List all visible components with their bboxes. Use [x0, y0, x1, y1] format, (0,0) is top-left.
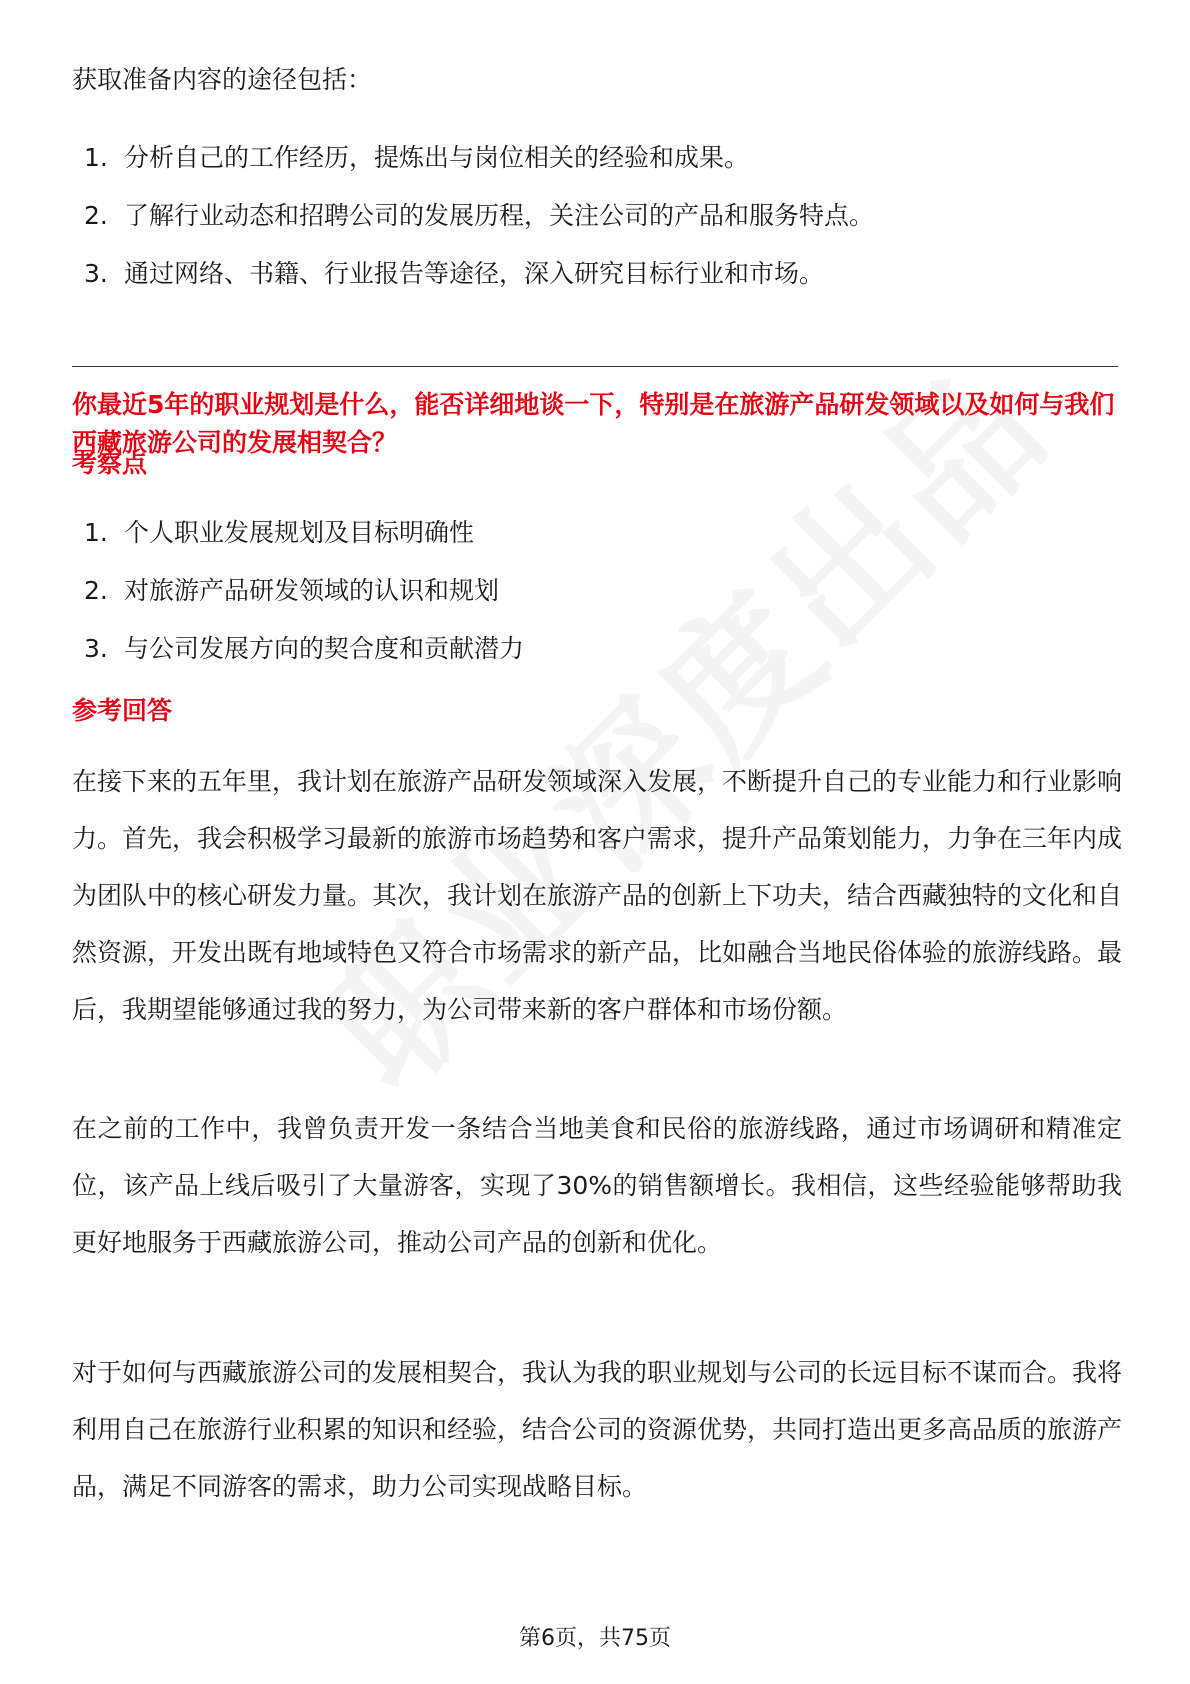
answer-heading: 参考回答	[72, 696, 173, 725]
list-number: 3.	[84, 634, 108, 663]
assessment-heading: 考察点	[72, 449, 148, 478]
list-number: 2.	[84, 576, 108, 605]
list-item	[84, 198, 874, 256]
answer-paragraph: 在之前的工作中，我曾负责开发一条结合当地美食和民俗的旅游线路，通过市场调研和精准定位，该产品上线后吸引了大量游客，实现了30%的销售额增长。我相信，这些经验能够帮助我更好地服务于西藏旅游公司，推动公司产品的创新和优化。	[72, 1114, 1122, 1257]
list-item	[84, 140, 874, 198]
intro-text: 获取准备内容的途径包括：	[72, 65, 373, 94]
assessment-list	[84, 515, 524, 689]
answer-paragraph: 在接下来的五年里，我计划在旅游产品研发领域深入发展，不断提升自己的专业能力和行业影响力。首先，我会积极学习最新的旅游市场趋势和客户需求，提升产品策划能力，力争在三年内成为团队中的核心研发力量。其次，我计划在旅游产品的创新上下功夫，结合西藏独特的文化和自然资源，开发出既有地域特色又符合市场需求的新产品，比如融合当地民俗体验的旅游线路。最后，我期望能够通过我的努力，为公司带来新的客户群体和市场份额。	[72, 767, 1123, 1024]
section-divider	[72, 366, 1118, 367]
list-text: 了解行业动态和招聘公司的发展历程，关注公司的产品和服务特点。	[124, 201, 875, 230]
list-item	[84, 631, 524, 689]
list-number: 1.	[84, 143, 108, 172]
list-text: 分析自己的工作经历，提炼出与岗位相关的经验和成果。	[124, 143, 750, 172]
list-text: 对旅游产品研发领域的认识和规划	[124, 576, 500, 605]
prep-list	[84, 140, 874, 314]
list-text: 个人职业发展规划及目标明确性	[124, 518, 475, 547]
list-number: 1.	[84, 518, 108, 547]
list-item	[84, 573, 524, 631]
list-item	[84, 256, 874, 314]
list-number: 2.	[84, 201, 108, 230]
list-text: 通过网络、书籍、行业报告等途径，深入研究目标行业和市场。	[124, 259, 825, 288]
answer-paragraph: 对于如何与西藏旅游公司的发展相契合，我认为我的职业规划与公司的长远目标不谋而合。我将利用自己在旅游行业积累的知识和经验，结合公司的资源优势，共同打造出更多高品质的旅游产品，满足不同游客的需求，助力公司实现战略目标。	[72, 1358, 1123, 1501]
interview-question: 你最近5年的职业规划是什么，能否详细地谈一下，特别是在旅游产品研发领域以及如何与我们西藏旅游公司的发展相契合？	[72, 390, 1115, 457]
list-text: 与公司发展方向的契合度和贡献潜力	[124, 634, 525, 663]
list-item	[84, 515, 524, 573]
list-number: 3.	[84, 259, 108, 288]
page-number: 第6页，共75页	[519, 1626, 671, 1651]
